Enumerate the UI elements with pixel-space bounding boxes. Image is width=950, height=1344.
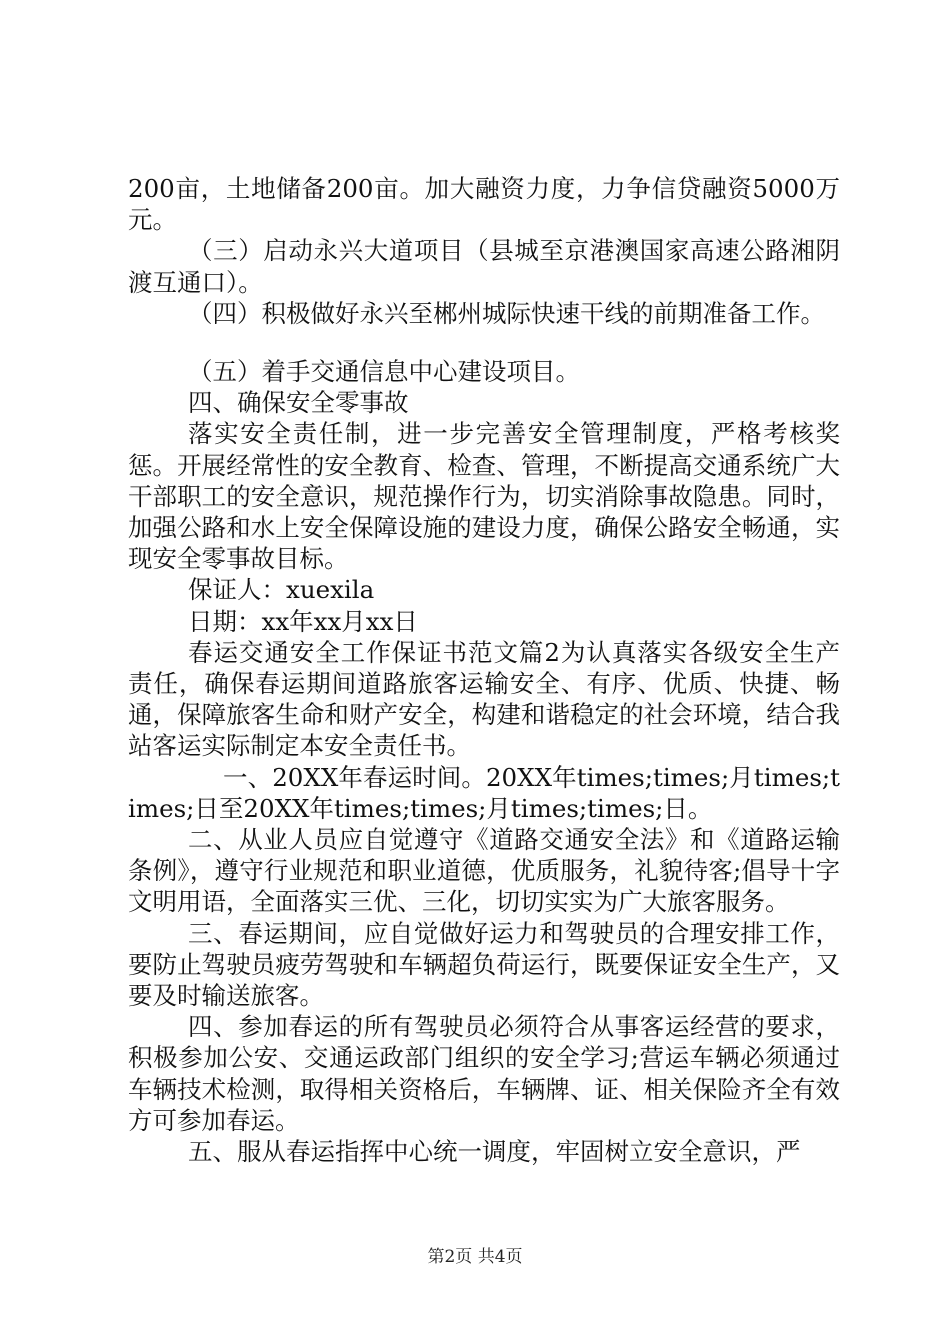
paragraph-item-5: （五）着手交通信息中心建设项目。 xyxy=(188,357,580,387)
paragraph-clause-4: 四、参加春运的所有驾驶员必须符合从事客运经营的要求，积极参加公安、交通运政部门组织的安全学习;营运车辆必须通过车辆技术检测，取得相关资格后，车辆牌、证、相关保险齐全有效方可参加春运。 xyxy=(128,1012,840,1135)
paragraph-land-reserve: 200亩，土地储备200亩。加大融资力度，力争信贷融资5000万元。 xyxy=(128,174,840,235)
paragraph-item-3: （三）启动永兴大道项目（县城至京港澳国家高速公路湘阴渡互通口）。 xyxy=(128,236,840,297)
paragraph-clause-5: 五、服从春运指挥中心统一调度，牢固树立安全意识，严 xyxy=(188,1137,801,1167)
date-line: 日期：xx年xx月xx日 xyxy=(188,606,418,636)
paragraph-item-4: （四）积极做好永兴至郴州城际快速干线的前期准备工作。 xyxy=(188,298,825,328)
paragraph-spacer xyxy=(128,329,840,356)
section-heading-safety: 四、确保安全零事故 xyxy=(188,388,409,418)
paragraph-safety-responsibility: 落实安全责任制，进一步完善安全管理制度，严格考核奖惩。开展经常性的安全教育、检查、管理，不断提高交通系统广大干部职工的安全意识，规范操作行为，切实消除事故隐患。同时，加强公路和水上安全保障设施的建设力度，确保公路安全畅通，实现安全零事故目标。 xyxy=(128,419,840,574)
page-number-footer: 第2页 共4页 xyxy=(427,1247,523,1267)
paragraph-clause-3: 三、春运期间，应自觉做好运力和驾驶员的合理安排工作，要防止驾驶员疲劳驾驶和车辆超负荷运行，既要保证安全生产，又要及时输送旅客。 xyxy=(128,918,840,1011)
document-body xyxy=(128,173,840,1167)
guarantor-line: 保证人：xuexila xyxy=(188,575,375,605)
paragraph-clause-2: 二、从业人员应自觉遵守《道路交通安全法》和《道路运输条例》，遵守行业规范和职业道德，优质服务，礼貌待客;倡导十字文明用语，全面落实三优、三化，切切实实为广大旅客服务。 xyxy=(128,825,840,917)
paragraph-sample-2-intro: 春运交通安全工作保证书范文篇2为认真落实各级安全生产责任，确保春运期间道路旅客运输安全、有序、优质、快捷、畅通，保障旅客生命和财产安全，构建和谐稳定的社会环境，结合我站客运实际制定本安全责任书。 xyxy=(128,637,840,761)
paragraph-clause-1: 一、20XX年春运时间。20XX年times;times;月times;times;日至20XX年times;times;月times;times;日。 xyxy=(128,762,840,823)
